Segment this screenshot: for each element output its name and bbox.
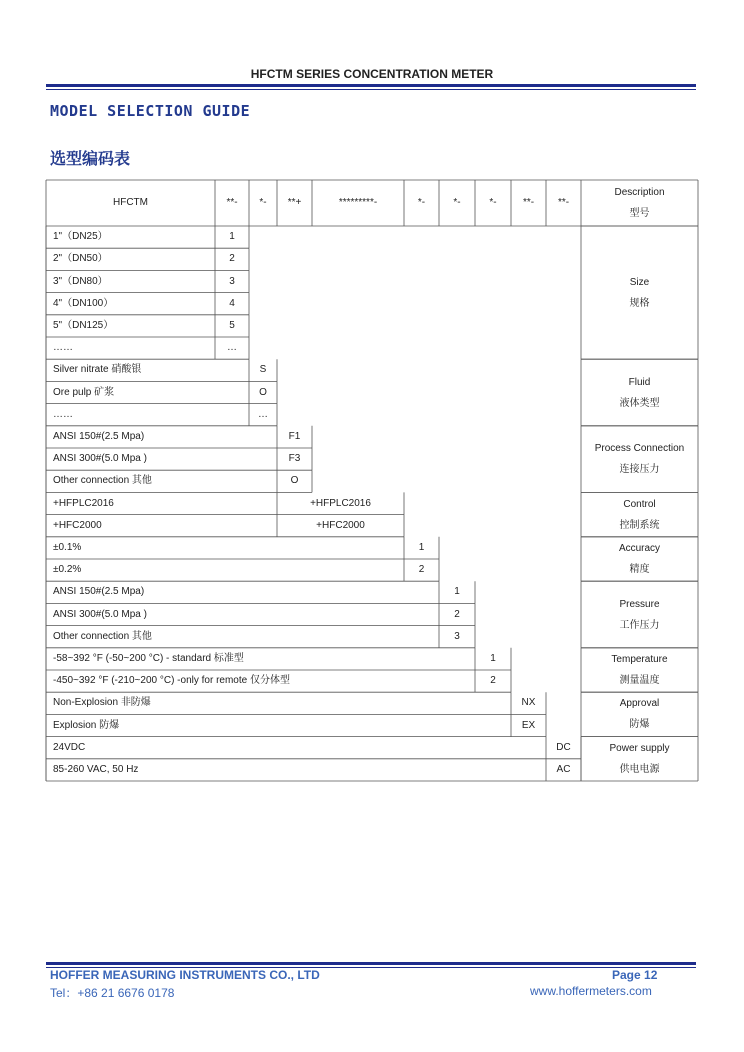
approval-option-label: Non-Explosion 非防爆 <box>53 697 151 709</box>
pressure-option-label: ANSI 150#(2.5 Mpa) <box>53 586 145 598</box>
footer-company: HOFFER MEASURING INSTRUMENTS CO., LTD <box>50 968 320 982</box>
head-code-cell: **+ <box>287 197 302 208</box>
head-code-cell: **- <box>226 197 238 208</box>
footer-page-number: Page 12 <box>612 968 658 982</box>
size-option-label: 4"（DN100） <box>53 297 114 309</box>
power-option-code: DC <box>556 741 571 753</box>
approval-description-cn: 防爆 <box>629 719 650 731</box>
control-option-code: +HFC2000 <box>316 519 365 531</box>
fluid-option-label: …… <box>53 408 73 420</box>
power-option-label: 24VDC <box>53 741 86 753</box>
control-option-label: +HFC2000 <box>53 519 102 531</box>
accuracy-description-en: Accuracy <box>618 543 661 554</box>
head-code-cell: *********- <box>338 197 378 208</box>
size-description-cn: 规格 <box>629 297 650 309</box>
control-option-label: +HFPLC2016 <box>53 497 114 509</box>
size-option-code: 4 <box>229 297 235 309</box>
fluid-option-code: … <box>258 408 268 420</box>
approval-option-code: EX <box>521 719 536 731</box>
page-header-title: HFCTM SERIES CONCENTRATION METER <box>250 67 494 81</box>
footer-website: www.hoffermeters.com <box>530 984 652 998</box>
size-option-code: 2 <box>229 253 235 265</box>
size-option-label: 3"（DN80） <box>53 275 108 287</box>
control-option-code: +HFPLC2016 <box>310 497 371 509</box>
size-option-label: 5"（DN125） <box>53 319 114 331</box>
head-code-cell: **- <box>557 197 570 208</box>
temperature-option-label: -450~392 °F (-210~200 °C) -only for remote 仅分体型 <box>53 675 290 687</box>
temperature-option-code: 1 <box>490 652 496 664</box>
approval-option-code: NX <box>521 697 536 709</box>
section-title-cn: 选型编码表 <box>50 149 131 168</box>
size-option-code: … <box>227 342 237 354</box>
process-option-label: ANSI 300#(5.0 Mpa ) <box>53 453 147 465</box>
head-code-cell: *- <box>489 197 497 208</box>
power-description-en: Power supply <box>609 742 670 754</box>
approval-description-en: Approval <box>619 698 660 710</box>
accuracy-description-cn: 精度 <box>629 564 650 575</box>
size-option-code: 1 <box>229 231 235 243</box>
footer-rule-thick <box>46 962 696 965</box>
accuracy-option-code: 1 <box>418 541 425 553</box>
pressure-option-code: 1 <box>454 586 460 598</box>
fluid-description-en: Fluid <box>628 376 651 388</box>
control-description-en: Control <box>623 498 656 510</box>
fluid-option-code: S <box>259 364 267 376</box>
head-code-cell: *- <box>259 197 267 208</box>
pressure-option-code: 2 <box>454 608 460 620</box>
accuracy-option-code: 2 <box>418 564 425 576</box>
pressure-description-cn: 工作压力 <box>619 619 660 631</box>
fluid-description-cn: 液体类型 <box>619 397 660 409</box>
accuracy-option-label: ±0.2% <box>53 564 82 576</box>
footer-telephone: Tel：+86 21 6676 0178 <box>50 986 175 1000</box>
power-option-label: 85-260 VAC, 50 Hz <box>53 763 139 775</box>
size-option-label: …… <box>53 342 73 354</box>
process-option-code: O <box>290 475 299 487</box>
head-code-cell: *- <box>417 197 426 208</box>
control-description-cn: 控制系统 <box>619 519 660 531</box>
head-code-cell: **- <box>522 197 535 208</box>
size-option-label: 1"（DN25） <box>53 231 108 243</box>
accuracy-option-label: ±0.1% <box>53 541 82 553</box>
pressure-option-label: Other connection 其他 <box>53 630 152 642</box>
head-code-cell: *- <box>453 197 461 208</box>
temperature-description-en: Temperature <box>611 654 668 665</box>
temperature-option-code: 2 <box>490 675 496 687</box>
process-option-code: F3 <box>288 453 301 465</box>
section-title: MODEL SELECTION GUIDE <box>50 102 251 120</box>
process-option-label: Other connection 其他 <box>53 475 152 487</box>
size-option-label: 2"（DN50） <box>53 253 108 265</box>
power-description-cn: 供电电源 <box>619 763 660 775</box>
size-description-en: Size <box>629 276 650 288</box>
temperature-option-label: -58~392 °F (-50~200 °C) - standard 标准型 <box>53 652 244 664</box>
process-description-en: Process Connection <box>594 443 685 455</box>
size-option-code: 3 <box>229 275 235 287</box>
size-option-code: 5 <box>229 319 235 331</box>
fluid-option-label: Ore pulp 矿浆 <box>53 386 115 398</box>
head-description-en: Description <box>614 187 665 198</box>
fluid-option-label: Silver nitrate 硝酸银 <box>53 364 142 376</box>
approval-option-label: Explosion 防爆 <box>53 719 120 731</box>
pressure-option-label: ANSI 300#(5.0 Mpa ) <box>53 608 147 620</box>
temperature-description-cn: 测量温度 <box>619 675 660 686</box>
head-description-cn: 型号 <box>629 208 650 219</box>
process-option-code: F1 <box>288 430 301 442</box>
fluid-option-code: O <box>259 386 267 398</box>
process-description-cn: 连接压力 <box>619 464 660 476</box>
pressure-option-code: 3 <box>454 630 460 642</box>
pressure-description-en: Pressure <box>619 598 660 610</box>
process-option-label: ANSI 150#(2.5 Mpa) <box>53 430 145 442</box>
head-model-cell: HFCTM <box>113 197 148 208</box>
power-option-code: AC <box>556 763 571 775</box>
